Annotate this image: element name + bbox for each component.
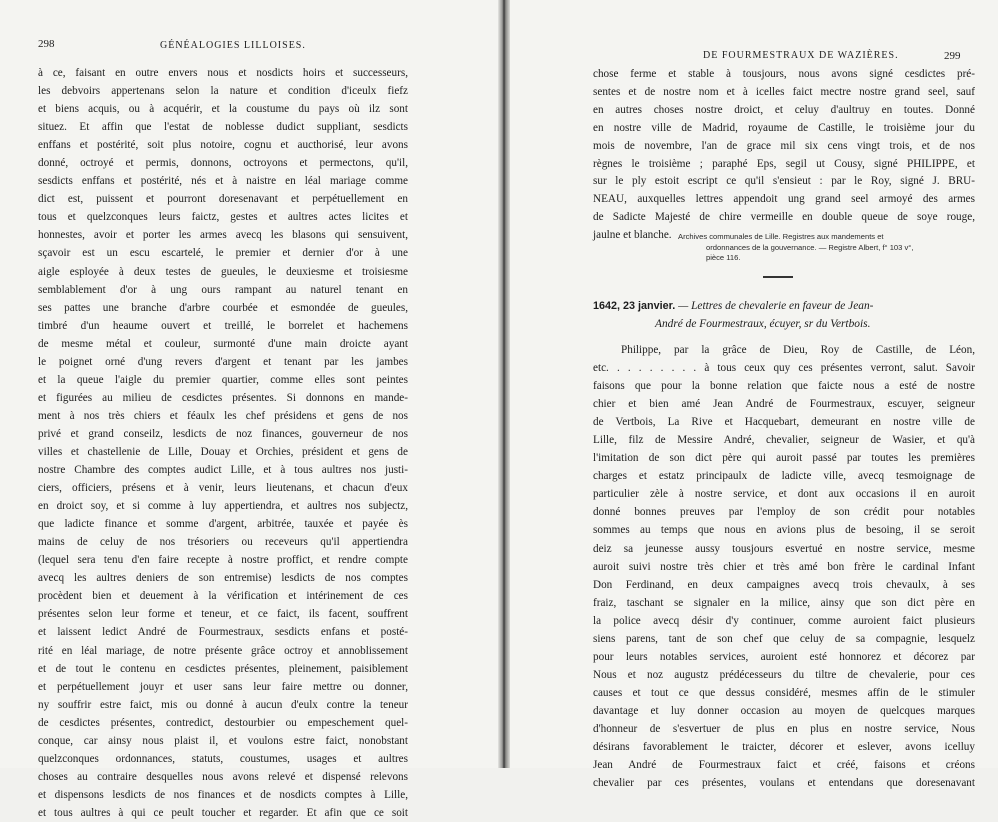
text-line: règnes le troisième ; paraphé Eps, segil ut Cousy, signé PHILIPPE, et (593, 157, 975, 170)
text-line: l'imitation de son dict père qui auroit passé par toutes les premières (593, 452, 975, 465)
text-line: ny souffrir estre faict, mis ou donné à aucun d'eulx contre la teneur (38, 698, 408, 711)
text-line: procèdent bien et deuement à la vérification et intérinement de ces (38, 590, 408, 603)
text-line: Jean André de Fourmestraux faict et créé, faisons et créons (593, 759, 975, 772)
text-line: chevalier par ces présentes, voulans et entendans que doresenavant (593, 777, 975, 790)
text-line: chier et bien amé Jean André de Fourmestraux, escuyer, seigneur (593, 398, 975, 411)
text-line: villes et chastellenie de Lille, Douay et Orchies, président et gens de (38, 445, 408, 458)
text-line: Philippe, par la grâce de Dieu, Roy de Castille, de Léon, (621, 344, 975, 356)
text-line: et de tout le contenu en cesdictes présentes, pleinement, paisiblement (38, 662, 408, 675)
text-line: honnestes, avoir et porter les armes avecq les blasons qui sensuivent, (38, 229, 408, 242)
text-line: dict est, puissent et pourront doresenavant et perpétuellement en (38, 193, 408, 206)
text-line: ordonnances de la gouvernance. — Registre Albert, f° 103 v°, (706, 242, 914, 252)
text-line: (lequel sera tenu d'en faire recepte à nostre proffict, et rendre compte (38, 554, 408, 567)
text-line: présentes selon leur forme et teneur, et ce faict, ils facent, souffrent (38, 608, 408, 621)
text-line: sur le ply estoit escript ce qu'il s'ensieut : par le Roy, signé J. BRU- (593, 175, 975, 188)
text-line: et laissent ledict André de Fourmestraux, sesdicts enfans et posté- (38, 626, 408, 639)
text-line: donné bonnes preuves par l'employ de son crédit pour notables (593, 506, 975, 519)
text-line: et perpétuellement jouyr et user sans leur faire mettre ou donner, (38, 680, 408, 693)
text-line: semblablement d'or à ung ours rampant au naturel tenant en (38, 283, 408, 296)
text-line: désirans favorablement le traicter, décorer et eslever, avons icelluy (593, 741, 975, 754)
text-line: davantage et luy donner occasion au moyen de quelcques marques (593, 704, 975, 717)
text-line: que ladicte finance et somme d'argent, arbitrée, tauxée et payée ès (38, 518, 408, 531)
heading-title-line1: — Lettres de chevalerie en faveur de Jean- (678, 300, 874, 312)
book-gutter (498, 0, 510, 768)
text-line: en autres choses nostre droict, et celuy d'aultruy en toutes. Donné (593, 103, 975, 116)
text-line: chose ferme et stable à tousjours, nous avons signé cesdictes pré- (593, 68, 975, 80)
left-body-text (38, 64, 408, 822)
text-line: la police avecq désir d'y continuer, comme auroient faict plusieurs (593, 614, 975, 627)
text-line: et dispensons lesdicts de nos finances et de nosdicts comptes à Lille, (38, 788, 408, 801)
text-line: particulier zèle à nostre service, et dont aux occasions il en auroit (593, 488, 975, 501)
text-line: auroit suivi nostre très chier et très amé bon frère le cardinal Infant (593, 560, 975, 573)
right-top-text (593, 66, 975, 245)
text-line: choses au contraire desquelles nous avons relevé et dispensé relevons (38, 770, 408, 783)
text-line: quelzconques ordonnances, statuts, coustumes, usages et aultres (38, 752, 408, 765)
text-line: situez. Et affin que l'estat de noblesse dudict suppliant, sesdicts (38, 121, 408, 134)
section-divider (763, 276, 793, 278)
text-line: timbré d'un heaume ouvert et treillé, le borrelet et hachemens (38, 319, 408, 332)
text-line: ciers, officiers, présens et à venir, leurs lieutenans, et chacun d'eux (38, 482, 408, 495)
text-line: tous et quelzconques leurs faictz, gestes et aultres actes licites et (38, 211, 408, 224)
archive-source-note (678, 232, 980, 264)
text-line: le poignet orné d'ung revers d'argent et tenant par les jambes (38, 355, 408, 368)
text-line: conque, car ainsy nous plaist il, et voulons estre faict, nonobstant (38, 734, 408, 747)
text-line: Nous et noz augustz prédécesseurs du tiltre de chevalerie, pour ces (593, 668, 975, 681)
text-line: charges et estatz principaulx de ladicte ville, avecq tesmoignage de (593, 470, 975, 483)
right-page (510, 0, 998, 790)
right-page-number: 299 (944, 50, 961, 62)
text-line: faisons que pour la bonne relation que faicte nous a esté de nostre (593, 380, 975, 393)
text-line: ment à nos très chiers et féaulx les chef présidens et gens de nos (38, 409, 408, 422)
text-line: mains de celuy de nos trésoriers ou receveurs qu'il appertiendra (38, 536, 408, 549)
left-page-number: 298 (38, 38, 55, 50)
text-line: Lille, filz de Messire André, chevalier, seigneur de Wasier, et qu'à (593, 434, 975, 447)
text-line: sesdicts enffans et postérité, nés et à naistre en léal mariage comme (38, 175, 408, 188)
text-line: ses pattes une branche d'arbre courbée et esmondée de gueules, (38, 301, 408, 314)
text-line: en droict soy, et si comme à luy appertiendra, et aultres nos subjectz, (38, 500, 408, 513)
text-line: de Sadicte Majesté de chire vermeille en double queue de soye rouge, (593, 211, 975, 224)
text-line: fraiz, taschant se signaler en la milice, ainsy que son dict père en (593, 596, 975, 609)
text-line: d'honneur de s'esvertuer de plus en plus en nostre service, Nous (593, 722, 975, 735)
text-line: siens parens, tant de son chef que celuy de sa compagnie, lesquelz (593, 632, 975, 645)
text-line: aigle esployée à deux testes de gueules, le deuxiesme et troisiesme (38, 265, 408, 278)
text-line: et figurées au milieu de cesdictes présentes. Si donnons en mande- (38, 391, 408, 404)
text-line: de cesdictes présentes, contredict, destourbier ou empeschement quel- (38, 716, 408, 729)
text-line: NEAU, auxquelles lettres appendoit ung grand seel armoyé des armes (593, 193, 975, 206)
text-line: et biens acquis, ou à acquérir, et la coustume du pays où ilz sont (38, 103, 408, 116)
heading-date: 1642, 23 janvier. (593, 300, 676, 312)
document-heading (593, 297, 975, 333)
text-line: les debvoirs appertenans selon la nature et condition d'iceulx fiefz (38, 85, 408, 98)
heading-title-line2: André de Fourmestraux, écuyer, sr du Vertbois. (655, 318, 871, 330)
text-line: avecq les aultres deniers de son entremise) lesdicts de nos comptes (38, 572, 408, 585)
text-line: etc. . . . . . . . . à tous ceux quy ces présentes verront, salut. Savoir (593, 362, 975, 375)
text-line: à ce, faisant en outre envers nous et nosdicts hoirs et successeurs, (38, 67, 408, 79)
text-line: pour leurs notables services, auroient esté honnorez et décorez par (593, 650, 975, 663)
text-line: pièce 116. (706, 253, 741, 263)
text-line: Don Ferdinand, en deux campaignes avecq trois chevaulx, à ses (593, 578, 975, 591)
text-line: deiz sa jeunesse aussy tousjours esvertué en nostre service, mesme (593, 542, 975, 555)
text-line: nostre Chambre des comptes audict Lille, et à tous aultres nos justi- (38, 464, 408, 477)
text-line: de Vertbois, La Rive et Hacquebart, demeurant en nostre ville de (593, 416, 975, 429)
left-page (0, 0, 498, 819)
text-line: sçavoir est un escu escartelé, le premier et dernier d'or à une (38, 247, 408, 260)
text-line: sommes au temps que nous en avions plus de besoing, il se seroit (593, 524, 975, 537)
right-main-text (593, 341, 975, 792)
text-line: donné, octroyé et permis, donnons, octroyons et permectons, qu'il, (38, 157, 408, 170)
text-line: causes et tout ce que dessus considéré, mesmes affin de le stimuler (593, 686, 975, 699)
text-line: jaulne et blanche. (593, 229, 672, 242)
text-line: de mesme métal et couleur, surmonté d'une main droicte ayant (38, 337, 408, 350)
text-line: et la queue l'aigle du premier quartier, comme elles sont peintes (38, 373, 408, 386)
text-line: privé et grand conseilz, lesdicts de noz finances, gouverneur de nos (38, 427, 408, 440)
text-line: en nostre ville de Madrid, royaume de Castille, le troisième jour du (593, 121, 975, 134)
left-running-head: GÉNÉALOGIES LILLOISES. (160, 40, 306, 51)
text-line: mois de novembre, l'an de grace mil six cens vingt trois, et de nos (593, 139, 975, 152)
right-running-head: DE FOURMESTRAUX DE WAZIÈRES. (703, 50, 899, 61)
text-line: et tous aultres à qui ce peult toucher et regarder. Et afin que ce soit (38, 806, 408, 819)
text-line: Archives communales de Lille. Registres aux mandements et (678, 232, 884, 241)
text-line: rité en léal mariage, de notre présente grâce octroy et annoblissement (38, 644, 408, 657)
text-line: enffans et postérité, soit plus notoire, cognu et aucthorisé, leur avons (38, 139, 408, 152)
text-line: sentes et de nostre nom et à icelles faict mectre nostre grand seel, sauf (593, 85, 975, 98)
